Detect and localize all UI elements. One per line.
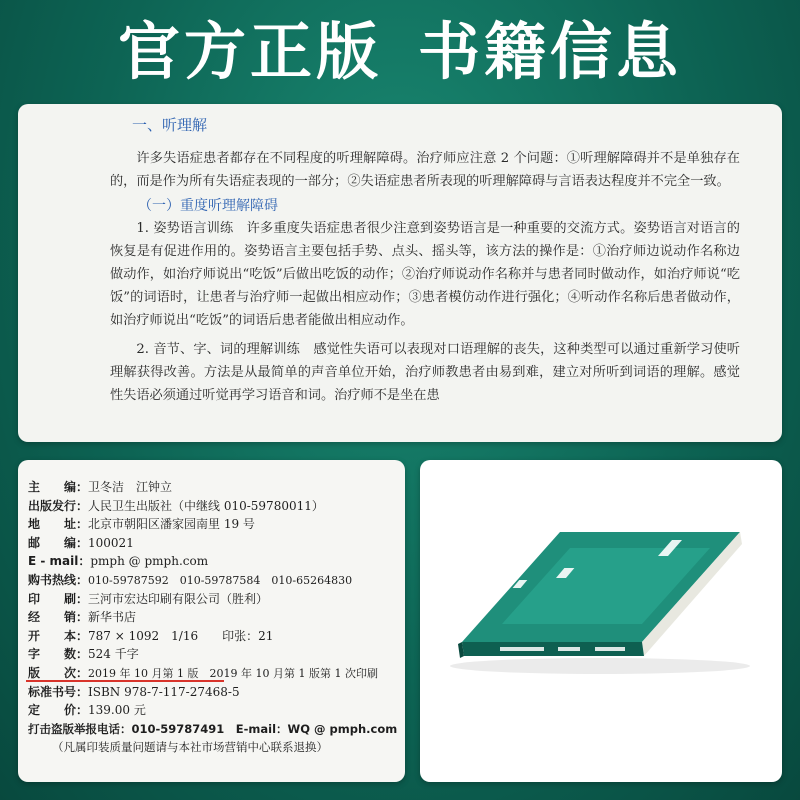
book-illustration [420, 460, 782, 782]
info-value: 新华书店 [88, 610, 137, 625]
info-value: 100021 [88, 535, 134, 550]
info-label: 出版发行： [28, 498, 89, 513]
info-row [18, 608, 405, 627]
spine-text-mark [500, 647, 544, 651]
info-value: 北京市朝阳区潘家园南里 19 号 [88, 517, 255, 532]
info-row [18, 497, 405, 516]
info-value: pmph @ pmph.com [90, 554, 209, 569]
book-page-excerpt [18, 104, 782, 442]
info-row [18, 534, 405, 553]
info-value: 2019 年 10 月第 1 版 2019 年 10 月第 1 版第 1 次印刷 [88, 666, 378, 680]
info-label: 标准书号： [28, 684, 89, 699]
info-label: 购书热线： [28, 572, 89, 587]
info-row [18, 627, 405, 646]
spine-text-mark [595, 647, 625, 651]
page-content [110, 110, 740, 407]
info-value: 010-59787592 010-59787584 010-65264830 [88, 573, 353, 587]
info-value: ISBN 978-7-117-27468-5 [88, 684, 240, 699]
info-value: 524 千字 [88, 647, 139, 662]
paragraph-1: 许多失语症患者都存在不同程度的听理解障碍。治疗师应注意 2 个问题：①听理解障碍并不是单独存在的，而是作为所有失语症表现的一部分；②失语症患者所表现的听理解障碍与言语表达程度并不完全一致。 [110, 151, 740, 189]
info-row [18, 515, 405, 534]
banner-right-text: 书籍信息 [418, 14, 683, 88]
info-row [18, 645, 405, 664]
info-row [18, 552, 405, 571]
info-label: 字 数： [28, 647, 89, 662]
info-label: E - mail： [28, 554, 91, 569]
banner-left-text: 官方正版 [117, 14, 382, 88]
section-title: 一、听理解 [132, 116, 208, 134]
info-value: 139.00 元 [88, 703, 146, 718]
info-row [18, 701, 405, 720]
header-banner [0, 0, 800, 92]
info-row [18, 478, 405, 497]
spine-text-mark [558, 647, 580, 651]
subsection-title: （一）重度听理解障碍 [138, 198, 278, 214]
info-label: 主 编： [28, 480, 89, 494]
quality-note: （凡属印装质量问题请与本社市场营销中心联系退换） [52, 740, 328, 755]
book-shadow [450, 658, 750, 674]
piracy-report-line: 打击盗版举报电话：010-59787491 E-mail：WQ @ pmph.com [28, 721, 398, 736]
info-value: 人民卫生出版社（中继线 010-59780011） [88, 498, 324, 513]
info-label: 印 刷： [28, 591, 89, 606]
info-label: 定 价： [28, 703, 89, 718]
info-label: 地 址： [28, 517, 89, 532]
info-label: 开 本： [28, 628, 89, 643]
paragraph-3: 2. 音节、字、词的理解训练 感觉性失语可以表现对口语理解的丧失，这种类型可以通过重新学习使听理解获得改善。方法是从最简单的声音单位开始，治疗师教患者由易到难，建立对所听到词语的理解。感觉性失语必须通过听觉再学习语音和词。治疗师不是坐在患 [110, 342, 740, 403]
info-value: 787 × 1092 1/16 印张：21 [88, 628, 274, 643]
copyright-page [18, 460, 405, 782]
info-value: 卫冬洁 江钟立 [88, 480, 173, 494]
info-label: 邮 编： [28, 535, 89, 550]
info-row [18, 571, 405, 590]
info-row [18, 683, 405, 702]
edition-row [18, 664, 405, 683]
info-row [18, 590, 405, 609]
info-value: 三河市宏达印刷有限公司（胜利） [88, 591, 269, 606]
paragraph-2: 1. 姿势语言训练 许多重度失语症患者很少注意到姿势语言是一种重要的交流方式。姿势语言对语言的恢复是有促进作用的。姿势语言主要包括手势、点头、摇头等，该方法的操作是：①治疗师边说动作名称边做动作，如治疗师说出“吃饭”后做出吃饭的动作；②治疗师说动作名称并与患者同时做动作，如治疗师说“吃饭”的词语时，让患者与治疗师一起做出相应动作；③患者模仿动作进行强化；④听动作名称后患者做动作，如治疗师说出“吃饭”的词语后患者能做出相应动作。 [110, 221, 740, 328]
info-label: 经 销： [28, 610, 89, 625]
info-label: 版 次： [28, 665, 89, 680]
book-photo [420, 460, 782, 782]
